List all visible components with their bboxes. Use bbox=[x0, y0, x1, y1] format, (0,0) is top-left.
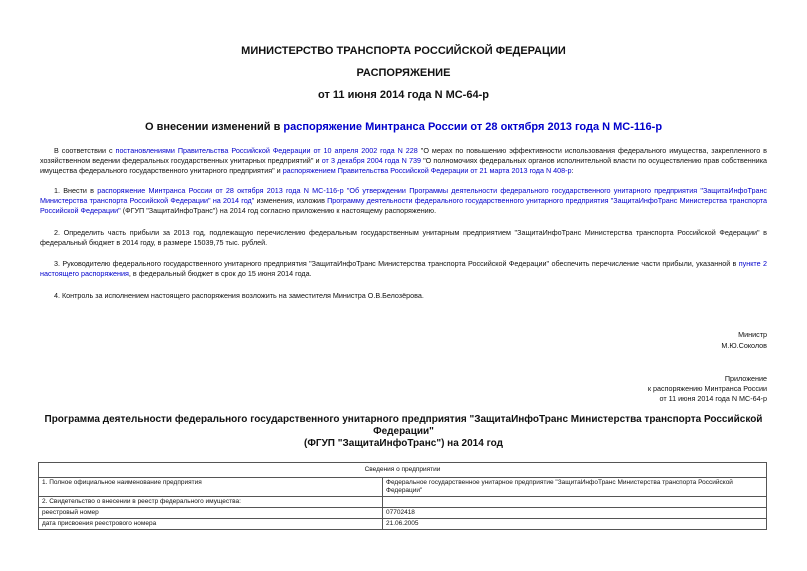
paragraph-1 bbox=[40, 186, 767, 216]
table-row bbox=[39, 508, 767, 519]
ministry-heading: МИНИСТЕРСТВО ТРАНСПОРТА РОССИЙСКОЙ ФЕДЕРАЦИИ bbox=[241, 45, 566, 57]
p1-text-2: "О мерах по повышению эффективности использования федерального имущества, закрепленного в хозяйственном ведении федеральных государственных унитарных предприятий" и bbox=[40, 146, 767, 165]
table-cell-label: 2. Свидетельство о внесении в реестр федерального имущества: bbox=[39, 497, 383, 508]
table-cell-value: Федеральное государственное унитарное предприятие "ЗащитаИнфоТранс Министерства транспорта Российской Федерации" bbox=[383, 478, 767, 497]
p2-text-2: изменения, изложив bbox=[254, 196, 328, 205]
p2-link-order-116[interactable]: распоряжение Минтранса России от 28 октября 2013 года N МС-116-р bbox=[97, 186, 344, 195]
p1-text-1: В соответствии с bbox=[54, 146, 116, 155]
program-title bbox=[40, 414, 767, 450]
p1-link-decree-739[interactable]: от 3 декабря 2004 года N 739 bbox=[321, 156, 421, 165]
program-title-line-2: (ФГУП "ЗащитаИнфоТранс") на 2014 год bbox=[304, 438, 503, 449]
paragraph-preamble bbox=[40, 146, 767, 176]
p4-text-2: , в федеральный бюджет в срок до 15 июня 2014 года. bbox=[128, 269, 312, 278]
table-cell-label: реестровый номер bbox=[39, 508, 383, 519]
title-link[interactable]: распоряжение Минтранса России от 28 октября 2013 года N МС-116-р bbox=[283, 121, 663, 133]
table-cell-value: 21.06.2005 bbox=[383, 519, 767, 530]
table-row bbox=[39, 478, 767, 497]
paragraph-4: 4. Контроль за исполнением настоящего распоряжения возложить на заместителя Министра О.В.Белозёрова. bbox=[54, 291, 424, 300]
p4-link-point-2[interactable]: пункте 2 настоящего распоряжения bbox=[40, 259, 767, 278]
signature-position: Министр bbox=[738, 330, 767, 339]
p2-text-1: 1. Внести в bbox=[54, 186, 98, 195]
table-caption-row bbox=[39, 463, 767, 478]
p2-link-program[interactable]: Программу деятельности федерального государственного унитарного предприятия "ЗащитаИнфоТранс Министерства транспорта Российской Федерации" bbox=[40, 196, 767, 215]
table-cell-label: 1. Полное официальное наименование предприятия bbox=[39, 478, 383, 497]
p2-text-3: (ФГУП "ЗащитаИнфоТранс") на 2014 год согласно приложению к настоящему распоряжению. bbox=[120, 206, 437, 215]
paragraph-2: 2. Определить часть прибыли за 2013 год, подлежащую перечислению федеральным государственным унитарным предприятием "ЗащитаИнфоТранс Министерства транспорта Российской Федерации" в федеральный бюджет в 2014 году, в размере 15039,75 тыс. рублей. bbox=[40, 228, 767, 247]
p1-link-order-408[interactable]: распоряжением Правительства Российской Федерации от 21 марта 2013 года N 408-р bbox=[282, 166, 572, 175]
doc-type-heading: РАСПОРЯЖЕНИЕ bbox=[356, 67, 451, 79]
appendix-to: к распоряжению Минтранса России bbox=[647, 384, 767, 393]
table-cell-value bbox=[383, 497, 767, 508]
p1-text-4: : bbox=[571, 166, 574, 175]
p1-link-decree-228[interactable]: постановлениями Правительства Российской Федерации от 10 апреля 2002 года N 228 bbox=[115, 146, 418, 155]
table-row bbox=[39, 519, 767, 530]
p2-link-order-title[interactable]: "Об утверждении Программы деятельности федерального государственного унитарного предприятия "ЗащитаИнфоТранс Министерства транспорта Российской Федерации" на 2014 год" bbox=[40, 186, 768, 205]
appendix-date: от 11 июня 2014 года N МС-64-р bbox=[659, 394, 767, 403]
program-title-line-1: Программа деятельности федерального государственного унитарного предприятия "ЗащитаИнфоТранс Министерства транспорта Российской Федерации" bbox=[44, 414, 763, 437]
document-title bbox=[0, 121, 807, 133]
table-cell-label: дата присвоения реестрового номера bbox=[39, 519, 383, 530]
signature-name: М.Ю.Соколов bbox=[721, 341, 767, 350]
table-row bbox=[39, 497, 767, 508]
paragraph-3 bbox=[40, 259, 767, 279]
enterprise-info-table bbox=[38, 462, 767, 530]
table-cell-value: 07702418 bbox=[383, 508, 767, 519]
p1-text-3: "О полномочиях федеральных органов исполнительной власти по осуществлению прав собственника имущества федерального государственного унитарного предприятия" и bbox=[40, 156, 767, 175]
title-prefix: О внесении изменений в bbox=[144, 121, 284, 133]
doc-date-number: от 11 июня 2014 года N МС-64-р bbox=[318, 89, 489, 101]
appendix-label: Приложение bbox=[724, 374, 767, 383]
table-caption: Сведения о предприятии bbox=[39, 463, 767, 478]
p4-text-1: 3. Руководителю федерального государственного унитарного предприятия "ЗащитаИнфоТранс Министерства транспорта Российской Федерации" обеспечить перечисление части прибыли, указанной в bbox=[54, 259, 739, 268]
